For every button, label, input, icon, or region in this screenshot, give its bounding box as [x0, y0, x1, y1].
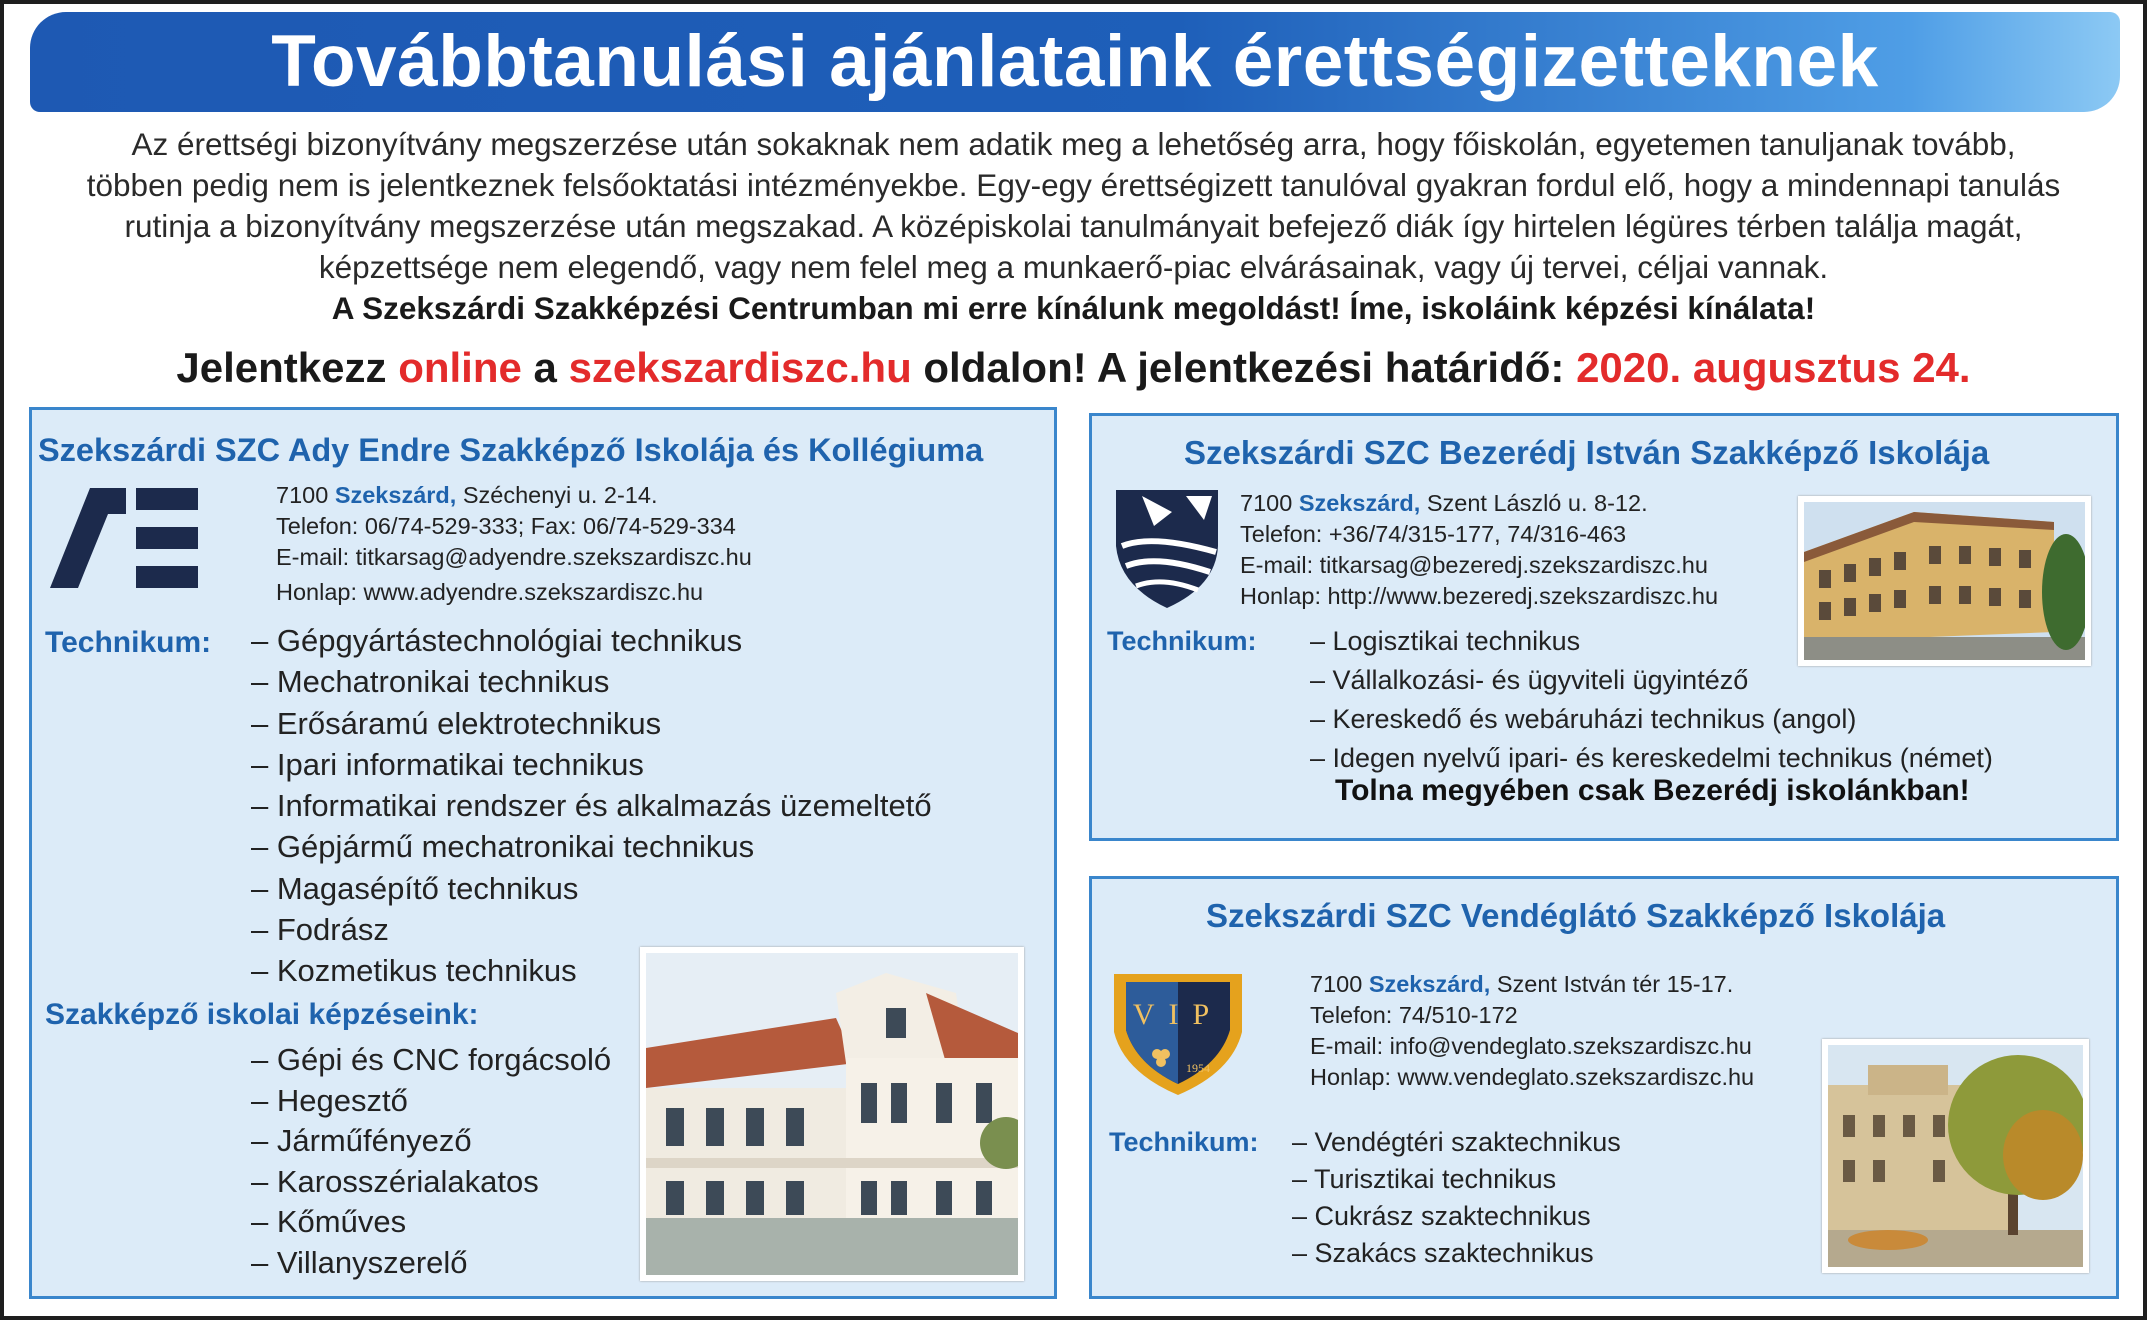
cta-text: Jelentkezz [176, 344, 399, 391]
cta-text: oldalon! A jelentkezési határidő: [911, 344, 1577, 391]
list-item: – Karosszérialakatos [251, 1163, 539, 1199]
ady-building-photo [640, 947, 1024, 1281]
website-link[interactable]: Honlap: www.adyendre.szekszardiszc.hu [276, 579, 704, 605]
list-item: – Járműfényező [251, 1123, 472, 1159]
street: Széchenyi u. 2-14. [456, 482, 658, 508]
list-item: – Gépgyártástechnológiai technikus [251, 623, 743, 658]
list-item: – Kereskedő és webáruházi technikus (angol) [1310, 704, 1857, 734]
technikum-label: Technikum: [1107, 626, 1257, 656]
list-item: – Villanyszerelő [251, 1244, 468, 1280]
crest-letters: VIP [1132, 998, 1224, 1031]
cta-website-link[interactable]: szekszardiszc.hu [568, 344, 912, 391]
school-name: Szekszárdi SZC Bezerédj István Szakképző Iskolája [1184, 434, 1990, 471]
school-card-ady [29, 407, 1057, 1299]
list-item: – Cukrász szaktechnikus [1292, 1201, 1591, 1231]
intro-line: rutinja a bizonyítvány megszerzése után megszakad. A középiskolai tanulmányait befejező diák így hirtelen légüres térben találja magát, [124, 208, 2023, 244]
website-link[interactable]: Honlap: www.vendeglato.szekszardiszc.hu [1310, 1064, 1755, 1090]
intro-paragraph [10, 124, 2137, 288]
school-name: Szekszárdi SZC Vendéglátó Szakképző Iskolája [1206, 897, 1946, 934]
crest-year: 1954 [1186, 1061, 1210, 1075]
list-item: – Erősáramú elektrotechnikus [251, 705, 662, 741]
title-banner [30, 12, 2120, 112]
vip-crest-logo-icon [1112, 972, 1244, 1097]
street: Szent László u. 8-12. [1420, 490, 1648, 516]
city: Szekszárd, [1298, 490, 1421, 516]
email-link[interactable]: E-mail: info@vendeglato.szekszardiszc.hu [1310, 1033, 1752, 1059]
szakkepzo-label: Szakképző iskolai képzéseink: [45, 998, 479, 1031]
list-item: – Hegesztő [251, 1082, 408, 1118]
phone: Telefon: +36/74/315-177, 74/316-463 [1240, 521, 1627, 547]
vendeglato-technikum-list [1292, 1124, 1621, 1272]
phone: Telefon: 06/74-529-333; Fax: 06/74-529-334 [276, 513, 736, 539]
ady-technikum-list [251, 620, 932, 992]
cta-online: online [398, 344, 522, 391]
school-card-vendeglato [1089, 876, 2119, 1299]
exclusive-note: Tolna megyében csak Bezerédj iskolánkban! [1335, 774, 1970, 807]
bezeredj-shield-logo-icon [1112, 486, 1222, 610]
phone: Telefon: 74/510-172 [1310, 1002, 1518, 1028]
bezeredj-contact [1240, 488, 1718, 612]
cta-text: a [521, 344, 569, 391]
list-item: – Gépi és CNC forgácsoló [251, 1042, 612, 1077]
city: Szekszárd, [1368, 971, 1491, 997]
zip: 7100 [1310, 971, 1369, 997]
list-item: – Logisztikai technikus [1310, 626, 1581, 656]
intro-line: többen pedig nem is jelentkeznek felsőoktatási intézményekbe. Egy-egy érettségizett tanulóval gyakran fordul elő, hogy a mindennapi tanulás [86, 167, 2061, 203]
intro-line: Az érettségi bizonyítvány megszerzése után sokaknak nem adatik meg a lehetőség arra, hogy főiskolán, egyetemen tanuljanak tovább, [131, 126, 2016, 162]
street: Szent István tér 15-17. [1490, 971, 1734, 997]
page-title: Továbbtanulási ajánlataink érettségizetteknek [271, 21, 1879, 102]
bezeredj-building-photo [1798, 496, 2091, 666]
list-item: – Kozmetikus technikus [251, 953, 577, 989]
technikum-label: Technikum: [45, 626, 212, 659]
intro-bold-line: A Szekszárdi Szakképzési Centrumban mi erre kínálunk megoldást! Íme, iskoláink képzési kínálata! [331, 290, 1816, 326]
vendeglato-contact [1310, 969, 1754, 1093]
vendeglato-building-photo [1822, 1039, 2089, 1273]
ady-logo-icon [50, 488, 198, 590]
cta-deadline: 2020. augusztus 24. [1576, 344, 1971, 391]
list-item: – Kőműves [251, 1204, 407, 1240]
city: Szekszárd, [334, 482, 457, 508]
email-link[interactable]: E-mail: titkarsag@bezeredj.szekszardiszc.hu [1240, 552, 1708, 578]
list-item: – Vendégtéri szaktechnikus [1292, 1127, 1621, 1157]
website-link[interactable]: Honlap: http://www.bezeredj.szekszardiszc.hu [1240, 583, 1719, 609]
list-item: – Idegen nyelvű ipari- és kereskedelmi technikus (német) [1310, 743, 1993, 773]
email-link[interactable]: E-mail: titkarsag@adyendre.szekszardiszc.hu [276, 544, 752, 570]
school-card-bezeredj [1089, 413, 2119, 841]
ady-contact [276, 480, 752, 608]
ady-szakkepzo-list [251, 1040, 611, 1284]
list-item: – Mechatronikai technikus [251, 664, 610, 700]
list-item: – Fodrász [251, 912, 389, 948]
list-item: – Turisztikai technikus [1292, 1164, 1557, 1194]
list-item: – Ipari informatikai technikus [251, 746, 644, 782]
zip: 7100 [1240, 490, 1299, 516]
school-name: Szekszárdi SZC Ady Endre Szakképző Iskolája és Kollégiuma [38, 432, 984, 468]
intro-line: képzettsége nem elegendő, vagy nem felel meg a munkaerő-piac elvárásainak, vagy új tervei, céljai vannak. [318, 249, 1829, 285]
list-item: – Magasépítő technikus [251, 870, 579, 906]
list-item: – Informatikai rendszer és alkalmazás üzemeltető [251, 788, 932, 824]
application-callout [10, 344, 2137, 392]
technikum-label: Technikum: [1109, 1127, 1259, 1157]
zip: 7100 [276, 482, 335, 508]
list-item: – Szakács szaktechnikus [1292, 1238, 1594, 1268]
list-item: – Vállalkozási- és ügyviteli ügyintéző [1310, 665, 1749, 695]
list-item: – Gépjármű mechatronikai technikus [251, 829, 755, 865]
